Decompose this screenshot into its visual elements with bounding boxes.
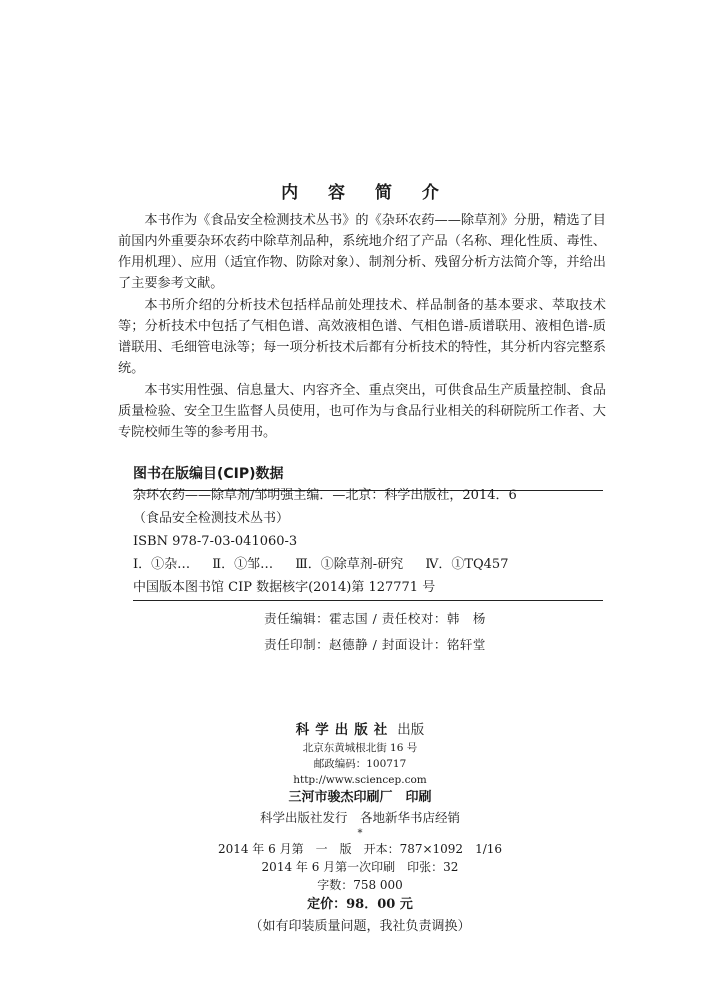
summary-title: 内 容 简 介 xyxy=(281,183,451,203)
publisher-suffix: 出版 xyxy=(397,722,425,738)
publisher-address: 北京东黄城根北街 16 号 xyxy=(302,742,418,754)
edition-line-1: 2014 年 6 月第 一 版 开本：787×1092 1/16 xyxy=(217,842,503,856)
publisher-website: http://www.sciencep.com xyxy=(293,774,427,786)
credit-production: 责任印制：赵德静 / 封面设计：铭轩堂 xyxy=(264,637,486,652)
summary-paragraph: 本书作为《食品安全检测技术丛书》的《杂环农药——除草剂》分册，精选了目前国内外重要杂环农药中除草剂品种，系统地介绍了产品（名称、理化性质、毒性、作用机理）、应用（适宜作物、防除对象）、制剂分析、残留分析方法简介等，并给出了主要参考文献。 xyxy=(118,213,606,291)
cip-title-line: 杂环农药——除草剂/邹明强主编．—北京：科学出版社，2014．6 xyxy=(133,488,517,503)
cip-class-4: Ⅳ．①TQ457 xyxy=(425,557,509,572)
summary-paragraph: 本书所介绍的分析技术包括样品前处理技术、样品制备的基本要求、萃取技术等；分析技术中包括了气相色谱、高效液相色谱、气相色谱-质谱联用、液相色谱-质谱联用、毛细管电泳等；每一项分析技术后都有分析技术的特性，其分析内容完整系统。 xyxy=(118,298,606,376)
summary-body xyxy=(118,210,606,444)
cip-series-line: （食品安全检测技术丛书） xyxy=(133,511,290,526)
cip-classification xyxy=(133,553,603,576)
cip-title: 图书在版编目(CIP)数据 xyxy=(133,463,603,491)
credits xyxy=(0,606,720,658)
colophon xyxy=(0,720,720,938)
credit-editors: 责任编辑：霍志国 / 责任校对：韩 杨 xyxy=(264,611,486,626)
price: 定价：98．00 元 xyxy=(307,897,413,912)
edition-line-2: 2014 年 6 月第一次印刷 印张：32 xyxy=(261,860,459,874)
publisher-name: 科学出版社 xyxy=(295,722,394,738)
word-count: 字数：758 000 xyxy=(317,878,403,892)
quality-notice: （如有印装质量问题，我社负责调换） xyxy=(249,919,471,934)
summary-paragraph: 本书实用性强、信息量大、内容齐全、重点突出，可供食品生产质量控制、食品质量检验、安全卫生监督人员使用，也可作为与食品行业相关的科研院所工作者、大专院校师生等的参考用书。 xyxy=(118,383,606,440)
distribution: 科学出版社发行 各地新华书店经销 xyxy=(259,810,460,825)
cip-class-1: Ⅰ．①杂… xyxy=(133,557,191,572)
cip-catalog-number: 中国版本图书馆 CIP 数据核字(2014)第 127771 号 xyxy=(133,580,436,595)
publisher-postcode: 邮政编码：100717 xyxy=(313,758,407,770)
cip-class-3: Ⅲ．①除草剂-研究 xyxy=(295,557,404,572)
separator-star: * xyxy=(357,828,363,839)
publisher-line xyxy=(0,720,720,740)
cip-isbn: ISBN 978-7-03-041060-3 xyxy=(133,534,298,549)
cip-class-2: Ⅱ．①邹… xyxy=(212,557,274,572)
cip-data xyxy=(133,484,603,601)
printer: 三河市骏杰印刷厂 印刷 xyxy=(288,790,432,805)
